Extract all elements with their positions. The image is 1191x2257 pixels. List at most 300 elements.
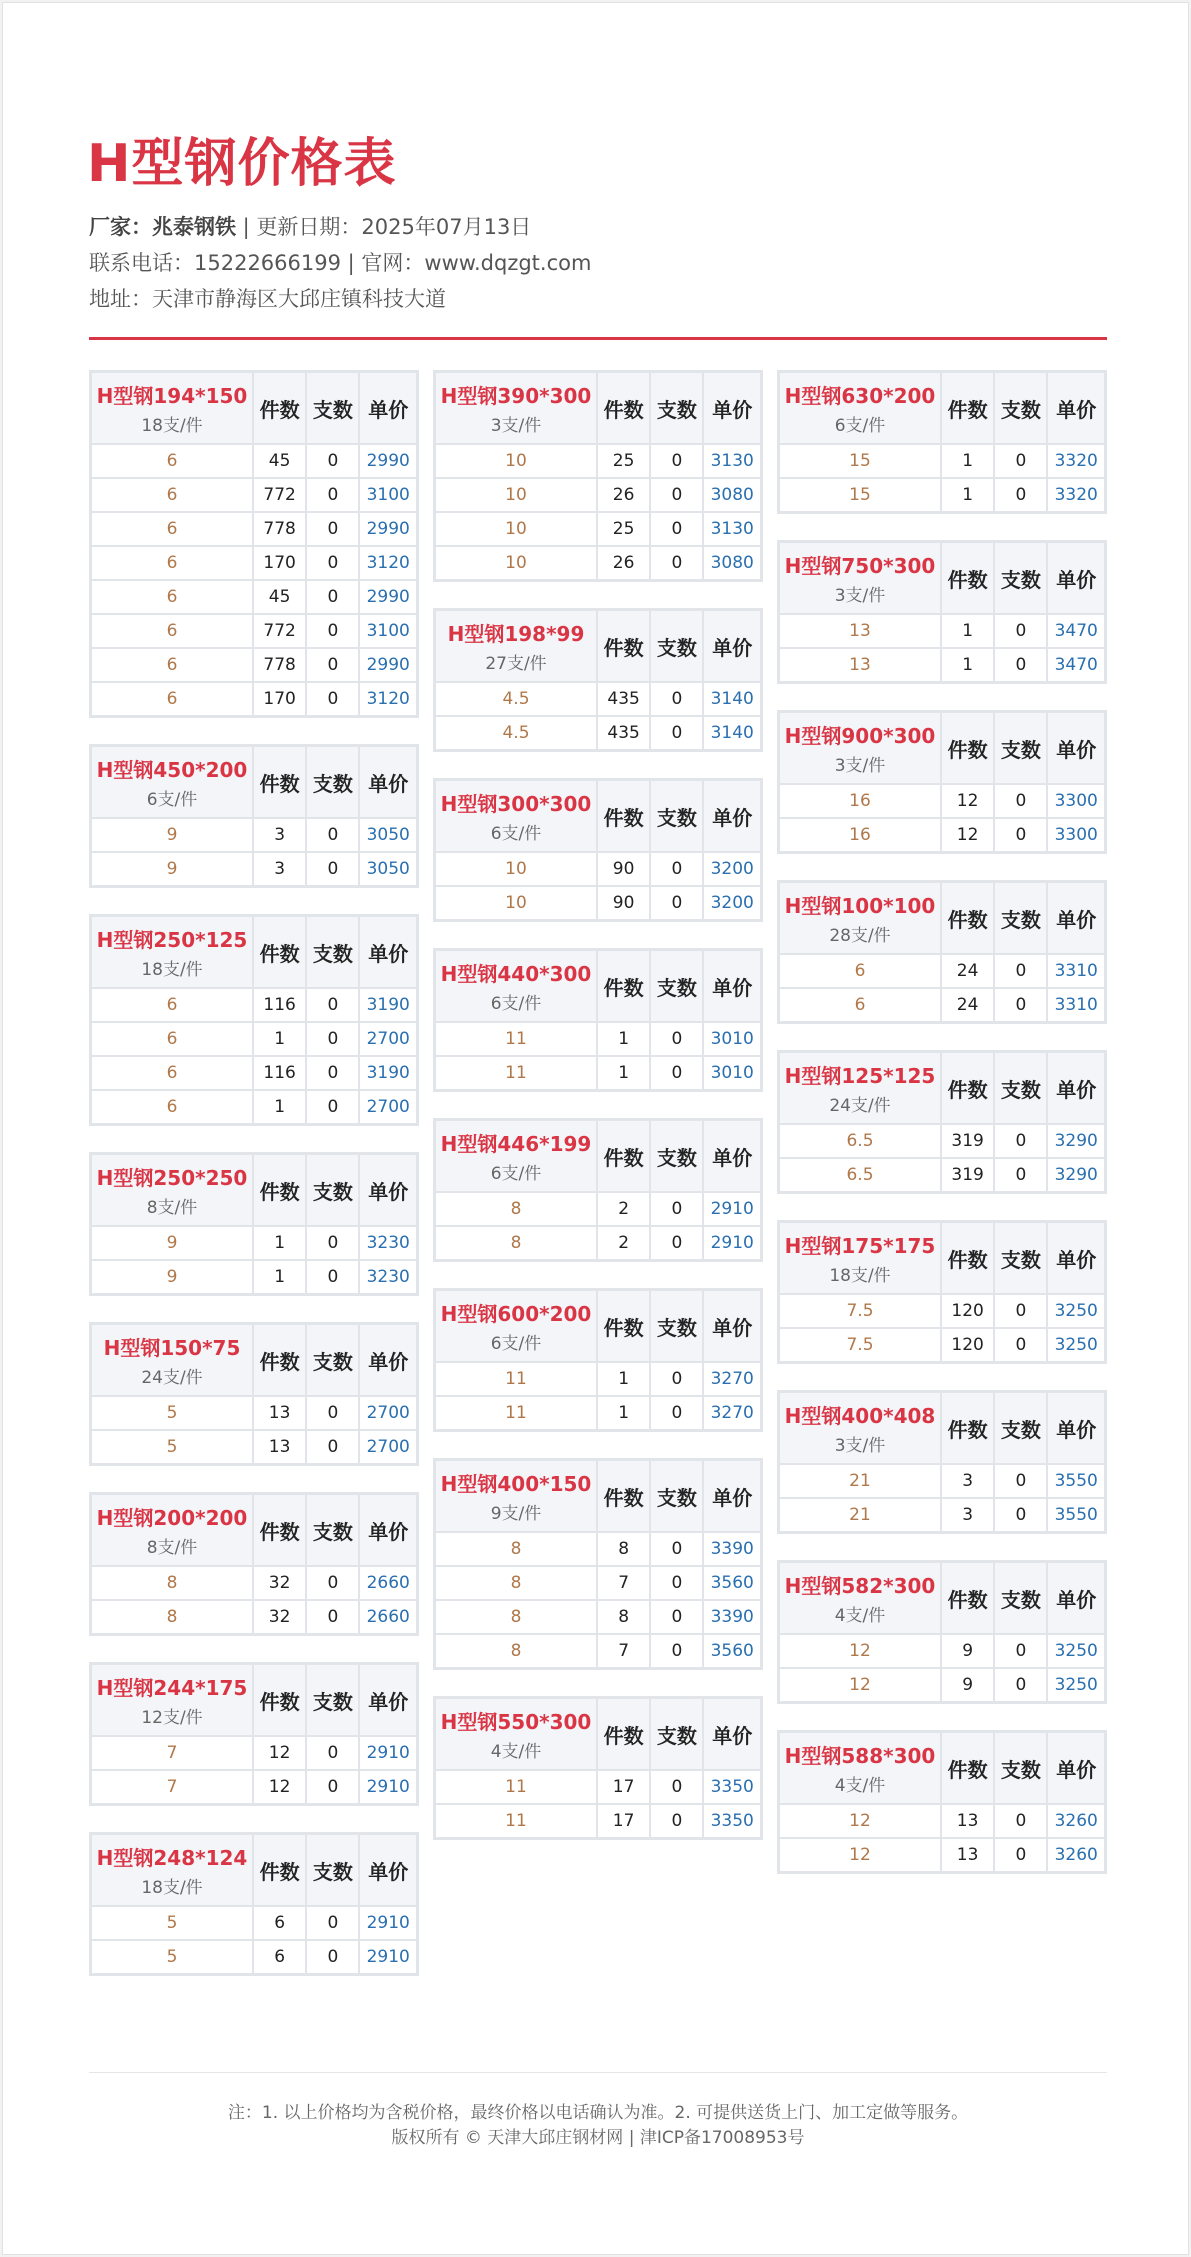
thickness-cell: 7.5 [779,1328,942,1363]
table-row [435,1362,762,1396]
pieces-cell: 90 [597,886,650,921]
table-row [779,1294,1106,1328]
price-table [433,370,763,582]
pieces-cell: 1 [941,648,994,683]
sticks-cell: 0 [306,1226,359,1260]
spec-name: H型钢440*300 [440,962,592,986]
table-header-row [779,1562,1106,1635]
pieces-header: 件数 [941,542,994,615]
thickness-cell: 11 [435,1362,598,1396]
price-cell: 3140 [703,682,761,716]
table-row [91,1906,418,1940]
price-table [89,1152,419,1296]
thickness-cell: 10 [435,444,598,478]
thickness-cell: 5 [91,1430,254,1465]
sticks-cell: 0 [306,1770,359,1805]
pieces-cell: 13 [253,1430,306,1465]
price-header: 单价 [1047,1732,1105,1805]
pieces-cell: 26 [597,478,650,512]
sticks-cell: 0 [306,444,359,478]
price-table [777,710,1107,854]
price-cell: 3260 [1047,1804,1105,1838]
price-cell: 2910 [359,1770,417,1805]
table-header-row [91,1664,418,1737]
pieces-cell: 2 [597,1192,650,1226]
price-table [89,1832,419,1976]
table-row [435,512,762,546]
price-column-1 [89,370,419,2002]
table-header-row [91,372,418,445]
thickness-cell: 5 [91,1396,254,1430]
sticks-header: 支数 [994,542,1047,615]
pieces-header: 件数 [941,372,994,445]
spec-header [435,1460,598,1533]
thickness-cell: 6 [91,444,254,478]
table-row [91,1770,418,1805]
price-table [777,880,1107,1024]
pieces-cell: 17 [597,1770,650,1804]
price-cell: 3560 [703,1634,761,1669]
pieces-cell: 778 [253,512,306,546]
sticks-cell: 0 [994,784,1047,818]
pieces-header: 件数 [597,610,650,683]
sticks-header: 支数 [306,1324,359,1397]
thickness-cell: 4.5 [435,682,598,716]
pieces-per-bundle: 8支/件 [146,1538,198,1558]
sticks-cell: 0 [306,478,359,512]
sticks-header: 支数 [306,916,359,989]
table-row [435,1770,762,1804]
price-column-2 [433,370,763,1866]
pieces-cell: 319 [941,1124,994,1158]
table-row [435,1056,762,1091]
table-row [91,1566,418,1600]
sticks-cell: 0 [650,512,703,546]
sticks-cell: 0 [306,648,359,682]
table-row [435,546,762,581]
price-header: 单价 [1047,1052,1105,1125]
sticks-cell: 0 [306,988,359,1022]
sticks-cell: 0 [650,1396,703,1431]
price-table [89,1322,419,1466]
price-cell: 3300 [1047,784,1105,818]
sticks-header: 支数 [306,746,359,819]
price-cell: 2990 [359,580,417,614]
table-header-row [435,950,762,1023]
price-cell: 3390 [703,1600,761,1634]
pieces-cell: 24 [941,988,994,1023]
price-cell: 3350 [703,1804,761,1839]
thickness-cell: 13 [779,614,942,648]
pieces-cell: 435 [597,716,650,751]
table-header-row [435,610,762,683]
price-cell: 3050 [359,852,417,887]
sticks-cell: 0 [650,1056,703,1091]
price-table [433,1696,763,1840]
thickness-cell: 11 [435,1022,598,1056]
thickness-cell: 11 [435,1770,598,1804]
address-line: 地址：天津市静海区大邱庄镇科技大道 [89,287,446,311]
table-row [435,1192,762,1226]
thickness-cell: 6 [91,1056,254,1090]
pieces-cell: 12 [941,818,994,853]
pieces-cell: 1 [941,444,994,478]
table-row [779,988,1106,1023]
table-row [779,444,1106,478]
sticks-cell: 0 [306,1090,359,1125]
pieces-header: 件数 [597,950,650,1023]
pieces-header: 件数 [941,712,994,785]
table-row [435,1600,762,1634]
spec-header [779,1052,942,1125]
price-table [433,948,763,1092]
pieces-cell: 24 [941,954,994,988]
pieces-per-bundle: 6支/件 [490,994,542,1014]
thickness-cell: 6 [91,1090,254,1125]
table-row [91,546,418,580]
thickness-cell: 12 [779,1668,942,1703]
spec-name: H型钢588*300 [784,1744,936,1768]
price-header: 单价 [359,1324,417,1397]
table-header-row [779,1732,1106,1805]
pieces-header: 件数 [941,1732,994,1805]
sticks-header: 支数 [650,950,703,1023]
price-cell: 3260 [1047,1838,1105,1873]
price-cell: 3250 [1047,1668,1105,1703]
table-row [435,1804,762,1839]
sticks-cell: 0 [994,1804,1047,1838]
sticks-cell: 0 [306,852,359,887]
spec-header [91,372,254,445]
price-header: 单价 [359,746,417,819]
pieces-per-bundle: 18支/件 [141,1878,203,1898]
pieces-cell: 7 [597,1566,650,1600]
sticks-header: 支数 [306,1834,359,1907]
price-header: 单价 [1047,882,1105,955]
pieces-cell: 8 [597,1600,650,1634]
pieces-cell: 1 [597,1056,650,1091]
pieces-per-bundle: 6支/件 [490,1334,542,1354]
pieces-cell: 120 [941,1328,994,1363]
pieces-cell: 170 [253,546,306,580]
price-header: 单价 [1047,542,1105,615]
spec-header [779,1222,942,1295]
pieces-cell: 3 [253,852,306,887]
table-row [91,648,418,682]
sticks-header: 支数 [994,1392,1047,1465]
pieces-header: 件数 [253,1834,306,1907]
sticks-cell: 0 [994,1158,1047,1193]
price-cell: 3350 [703,1770,761,1804]
table-row [91,988,418,1022]
pieces-cell: 3 [253,818,306,852]
table-row [435,1566,762,1600]
spec-name: H型钢400*408 [784,1404,936,1428]
table-row [91,1056,418,1090]
spec-name: H型钢175*175 [784,1234,936,1258]
price-header: 单价 [703,780,761,853]
price-cell: 3550 [1047,1498,1105,1533]
table-row [91,444,418,478]
table-header-row [435,1698,762,1771]
sticks-cell: 0 [306,1396,359,1430]
sticks-cell: 0 [994,478,1047,513]
price-cell: 3200 [703,886,761,921]
pieces-cell: 12 [253,1736,306,1770]
table-row [91,1260,418,1295]
spec-header [91,1664,254,1737]
price-cell: 2990 [359,648,417,682]
spec-header [435,1120,598,1193]
pieces-cell: 12 [941,784,994,818]
sticks-cell: 0 [650,1770,703,1804]
price-cell: 2910 [359,1736,417,1770]
sticks-header: 支数 [994,1052,1047,1125]
spec-header [435,950,598,1023]
price-table [89,914,419,1126]
price-cell: 3130 [703,512,761,546]
pieces-cell: 45 [253,580,306,614]
pieces-cell: 45 [253,444,306,478]
price-table [777,1560,1107,1704]
thickness-cell: 6 [91,614,254,648]
table-row [91,818,418,852]
pieces-header: 件数 [253,746,306,819]
table-row [779,1464,1106,1498]
table-header-row [779,1222,1106,1295]
pieces-per-bundle: 3支/件 [490,416,542,436]
sticks-cell: 0 [994,988,1047,1023]
table-row [91,1600,418,1635]
thickness-cell: 8 [435,1600,598,1634]
price-cell: 3320 [1047,444,1105,478]
price-cell: 2700 [359,1022,417,1056]
pieces-header: 件数 [597,780,650,853]
price-sheet-page [2,2,1189,2255]
pieces-per-bundle: 4支/件 [490,1742,542,1762]
thickness-cell: 6 [779,954,942,988]
spec-name: H型钢390*300 [440,384,592,408]
footer-divider [89,2072,1107,2073]
sticks-cell: 0 [306,1430,359,1465]
pieces-header: 件数 [941,1222,994,1295]
table-header-row [91,1834,418,1907]
price-cell: 3100 [359,614,417,648]
thickness-cell: 7 [91,1736,254,1770]
pieces-per-bundle: 3支/件 [834,1436,886,1456]
price-cell: 2910 [359,1906,417,1940]
sticks-cell: 0 [650,1226,703,1261]
pieces-cell: 9 [941,1634,994,1668]
table-row [91,852,418,887]
thickness-cell: 8 [91,1566,254,1600]
price-header: 单价 [703,950,761,1023]
sticks-cell: 0 [994,1294,1047,1328]
pieces-per-bundle: 12支/件 [141,1708,203,1728]
spec-name: H型钢750*300 [784,554,936,578]
table-row [435,1226,762,1261]
footer-note: 注：1. 以上价格均为含税价格，最终价格以电话确认为准。2. 可提供送货上门、加工定做等服务。 [227,2103,969,2123]
price-table [433,778,763,922]
price-cell: 3390 [703,1532,761,1566]
sticks-header: 支数 [994,1732,1047,1805]
pieces-cell: 1 [597,1022,650,1056]
pieces-header: 件数 [253,372,306,445]
thickness-cell: 8 [435,1634,598,1669]
price-header: 单价 [703,610,761,683]
sticks-cell: 0 [650,546,703,581]
thickness-cell: 11 [435,1396,598,1431]
spec-name: H型钢200*200 [96,1506,248,1530]
price-table [89,1492,419,1636]
thickness-cell: 8 [435,1192,598,1226]
pieces-cell: 32 [253,1566,306,1600]
sticks-cell: 0 [650,1634,703,1669]
pieces-cell: 1 [597,1396,650,1431]
price-cell: 3310 [1047,988,1105,1023]
sticks-cell: 0 [306,818,359,852]
sticks-cell: 0 [650,478,703,512]
table-header-row [779,1052,1106,1125]
spec-header [435,372,598,445]
sticks-cell: 0 [650,1192,703,1226]
sticks-header: 支数 [306,1154,359,1227]
pieces-cell: 116 [253,1056,306,1090]
spec-header [435,1698,598,1771]
pieces-per-bundle: 6支/件 [490,824,542,844]
price-cell: 3470 [1047,614,1105,648]
thickness-cell: 7.5 [779,1294,942,1328]
price-cell: 2660 [359,1566,417,1600]
spec-name: H型钢550*300 [440,1710,592,1734]
spec-header [779,542,942,615]
price-cell: 2990 [359,444,417,478]
sticks-cell: 0 [994,954,1047,988]
table-row [779,1804,1106,1838]
thickness-cell: 9 [91,818,254,852]
price-cell: 3200 [703,852,761,886]
sticks-cell: 0 [306,1906,359,1940]
pieces-cell: 1 [597,1362,650,1396]
thickness-cell: 11 [435,1056,598,1091]
thickness-cell: 6 [779,988,942,1023]
sticks-cell: 0 [650,1600,703,1634]
thickness-cell: 5 [91,1906,254,1940]
pieces-cell: 13 [253,1396,306,1430]
pieces-per-bundle: 4支/件 [834,1606,886,1626]
price-table [777,1730,1107,1874]
spec-header [435,610,598,683]
table-header-row [435,1460,762,1533]
thickness-cell: 16 [779,818,942,853]
table-row [435,1022,762,1056]
pieces-header: 件数 [941,1562,994,1635]
spec-name: H型钢300*300 [440,792,592,816]
price-table [433,608,763,752]
spec-header [435,780,598,853]
price-cell: 3290 [1047,1158,1105,1193]
price-cell: 3290 [1047,1124,1105,1158]
sticks-cell: 0 [306,614,359,648]
thickness-cell: 9 [91,1226,254,1260]
sticks-cell: 0 [650,886,703,921]
thickness-cell: 21 [779,1464,942,1498]
spec-header [779,1732,942,1805]
spec-header [779,882,942,955]
pieces-cell: 9 [941,1668,994,1703]
pieces-cell: 3 [941,1464,994,1498]
price-header: 单价 [1047,372,1105,445]
pieces-cell: 2 [597,1226,650,1261]
sticks-cell: 0 [306,1566,359,1600]
table-row [91,1090,418,1125]
spec-name: H型钢250*250 [96,1166,248,1190]
thickness-cell: 8 [435,1226,598,1261]
price-cell: 3120 [359,682,417,717]
thickness-cell: 10 [435,512,598,546]
spec-name: H型钢250*125 [96,928,248,952]
price-header: 单价 [359,1664,417,1737]
pieces-cell: 8 [597,1532,650,1566]
spec-header [779,372,942,445]
pieces-header: 件数 [597,1460,650,1533]
table-row [779,1498,1106,1533]
price-cell: 3010 [703,1056,761,1091]
sticks-header: 支数 [650,1698,703,1771]
thickness-cell: 6 [91,1022,254,1056]
sticks-header: 支数 [306,1494,359,1567]
price-table [89,744,419,888]
price-cell: 3320 [1047,478,1105,513]
table-header-row [435,372,762,445]
price-cell: 3560 [703,1566,761,1600]
pieces-per-bundle: 4支/件 [834,1776,886,1796]
price-cell: 3270 [703,1396,761,1431]
spec-header [779,1392,942,1465]
price-cell: 2990 [359,512,417,546]
thickness-cell: 12 [779,1634,942,1668]
sticks-header: 支数 [650,1290,703,1363]
price-table [433,1118,763,1262]
table-header-row [435,1290,762,1363]
table-header-row [435,780,762,853]
table-row [779,478,1106,513]
price-cell: 3250 [1047,1294,1105,1328]
pieces-cell: 772 [253,614,306,648]
price-cell: 2910 [359,1940,417,1975]
table-header-row [779,712,1106,785]
thickness-cell: 10 [435,546,598,581]
pieces-header: 件数 [941,882,994,955]
sticks-cell: 0 [994,1498,1047,1533]
price-header: 单价 [1047,1392,1105,1465]
sticks-header: 支数 [306,372,359,445]
price-cell: 3080 [703,546,761,581]
price-header: 单价 [359,1154,417,1227]
table-row [779,954,1106,988]
thickness-cell: 15 [779,444,942,478]
price-header: 单价 [703,1290,761,1363]
spec-name: H型钢248*124 [96,1846,248,1870]
thickness-cell: 10 [435,852,598,886]
spec-name: H型钢198*99 [447,622,585,646]
thickness-cell: 7 [91,1770,254,1805]
table-row [91,1736,418,1770]
price-header: 单价 [1047,1562,1105,1635]
table-row [435,1634,762,1669]
pieces-cell: 772 [253,478,306,512]
table-row [779,784,1106,818]
